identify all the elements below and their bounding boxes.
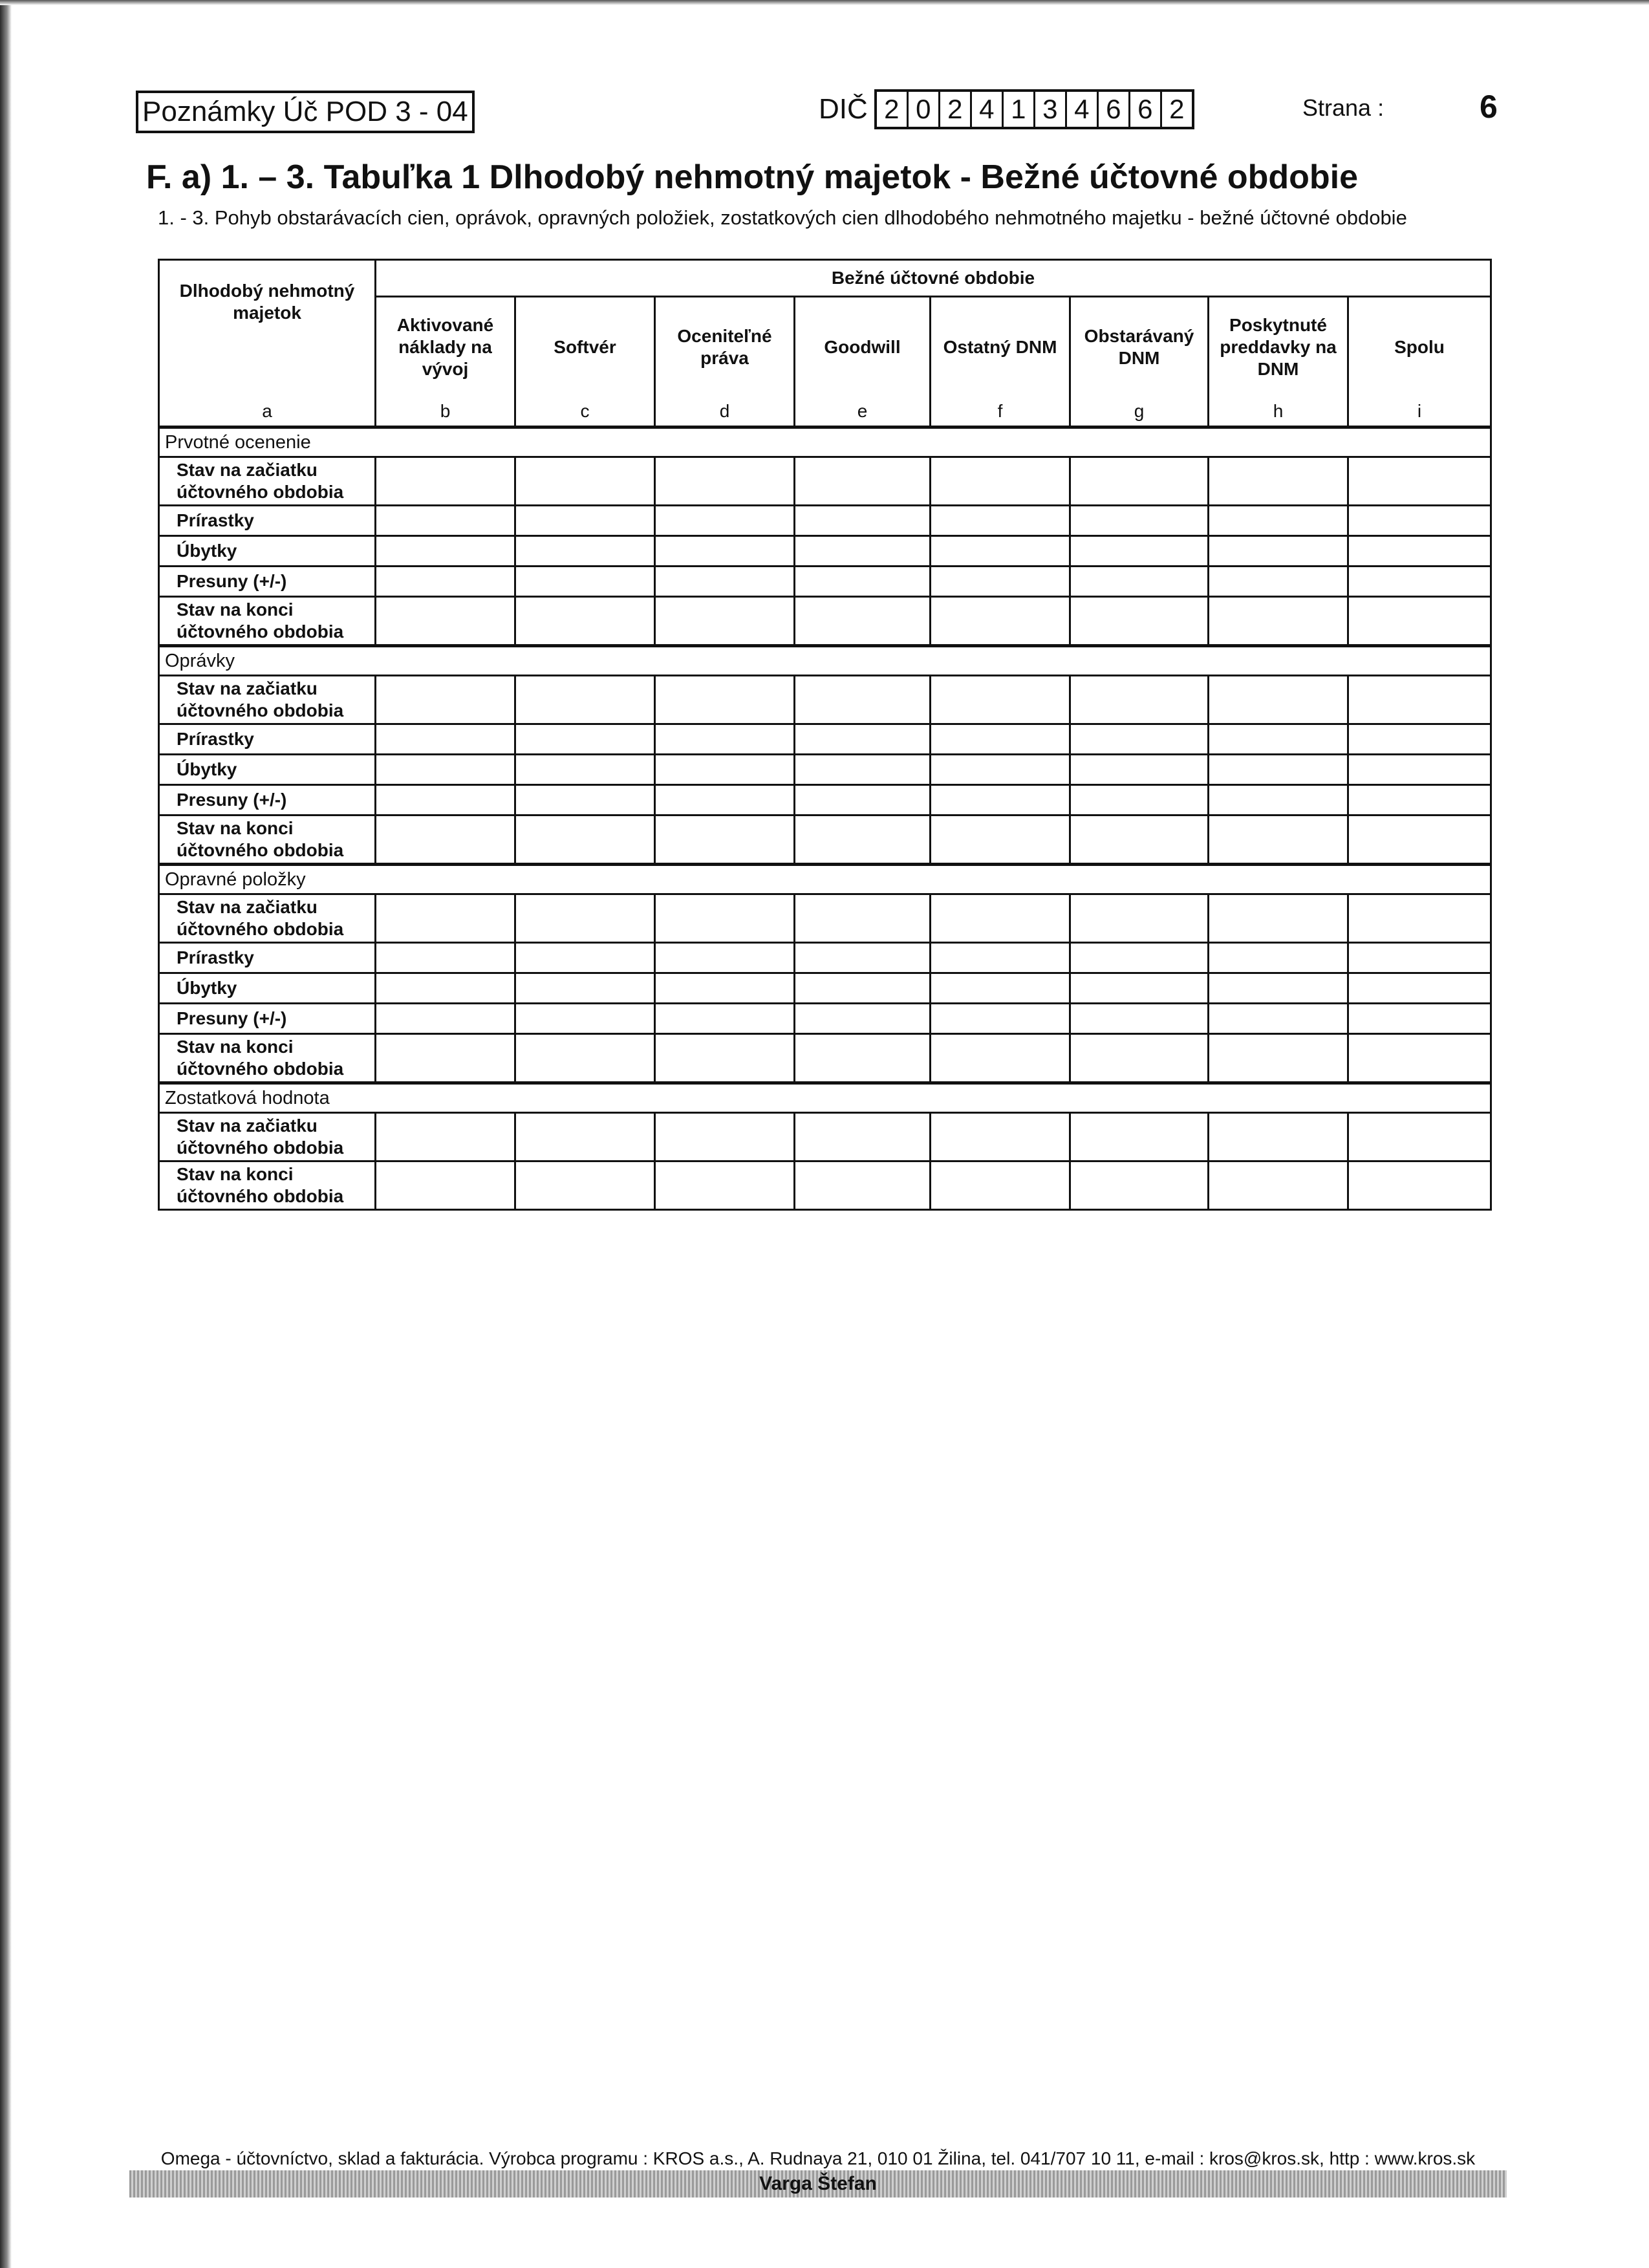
row-label: Stav na konci účtovného obdobia: [159, 1161, 376, 1210]
footer-software-line: Omega - účtovníctvo, sklad a fakturácia. Výrobca programu : KROS a.s., A. Rudnaya 21, 010 01 Žilina, tel. 041/707 10 11, e-mail : kros@kros.sk, http : www.kros.sk: [160, 2148, 1476, 2168]
empty-value-cell: [931, 943, 1070, 973]
empty-value-cell: [376, 1113, 515, 1161]
row-label: Úbytky: [159, 755, 376, 785]
table-row: [159, 815, 1491, 865]
empty-value-cell: [376, 1161, 515, 1210]
table-row: [159, 943, 1491, 973]
table-row: [159, 506, 1491, 536]
empty-value-cell: [1348, 894, 1491, 943]
empty-value-cell: [1070, 597, 1209, 646]
empty-value-cell: [1070, 973, 1209, 1004]
empty-value-cell: [931, 973, 1070, 1004]
tax-id-digit: 4: [1067, 92, 1099, 127]
empty-value-cell: [376, 1004, 515, 1034]
column-header: Goodwill: [795, 297, 931, 398]
row-label: Stav na konci účtovného obdobia: [159, 815, 376, 865]
empty-value-cell: [795, 973, 931, 1004]
empty-value-cell: [1348, 457, 1491, 506]
section-row: [159, 865, 1491, 894]
column-letter: i: [1348, 397, 1491, 427]
empty-value-cell: [795, 1004, 931, 1034]
empty-value-cell: [795, 676, 931, 724]
empty-value-cell: [795, 567, 931, 597]
table-row: [159, 676, 1491, 724]
page-label: Strana :: [1302, 94, 1385, 121]
row-label: Stav na konci účtovného obdobia: [159, 597, 376, 646]
empty-value-cell: [1070, 1004, 1209, 1034]
table-row: [159, 1113, 1491, 1161]
empty-value-cell: [655, 676, 795, 724]
empty-value-cell: [1209, 973, 1348, 1004]
page-number: 6: [1480, 89, 1498, 125]
page-footer: [129, 2148, 1507, 2198]
table-row: [159, 1161, 1491, 1210]
section-title: Opravné položky: [159, 865, 1491, 894]
empty-value-cell: [655, 597, 795, 646]
empty-value-cell: [376, 785, 515, 815]
empty-value-cell: [931, 1034, 1070, 1083]
empty-value-cell: [1209, 536, 1348, 567]
empty-value-cell: [1209, 676, 1348, 724]
empty-value-cell: [1348, 943, 1491, 973]
empty-value-cell: [931, 815, 1070, 865]
empty-value-cell: [515, 1004, 655, 1034]
empty-value-cell: [1348, 1034, 1491, 1083]
empty-value-cell: [655, 724, 795, 755]
row-label: Stav na začiatku účtovného obdobia: [159, 1113, 376, 1161]
empty-value-cell: [795, 506, 931, 536]
page-title: F. a) 1. – 3. Tabuľka 1 Dlhodobý nehmotný majetok - Bežné účtovné obdobie: [146, 158, 1359, 196]
empty-value-cell: [795, 597, 931, 646]
empty-value-cell: [931, 894, 1070, 943]
table-row: [159, 785, 1491, 815]
column-letter: a: [159, 397, 376, 427]
empty-value-cell: [1348, 724, 1491, 755]
empty-value-cell: [1348, 785, 1491, 815]
empty-value-cell: [1348, 676, 1491, 724]
empty-value-cell: [1070, 894, 1209, 943]
empty-value-cell: [1348, 1161, 1491, 1210]
tax-id-label: DIČ: [819, 93, 868, 125]
empty-value-cell: [655, 506, 795, 536]
empty-value-cell: [376, 755, 515, 785]
empty-value-cell: [376, 894, 515, 943]
empty-value-cell: [376, 724, 515, 755]
empty-value-cell: [376, 815, 515, 865]
empty-value-cell: [1070, 1161, 1209, 1210]
section-row: [159, 646, 1491, 676]
empty-value-cell: [1209, 785, 1348, 815]
empty-value-cell: [931, 1161, 1070, 1210]
empty-value-cell: [1209, 597, 1348, 646]
empty-value-cell: [515, 597, 655, 646]
empty-value-cell: [515, 755, 655, 785]
section-row: [159, 1083, 1491, 1113]
empty-value-cell: [515, 943, 655, 973]
table-row: [159, 536, 1491, 567]
empty-value-cell: [376, 943, 515, 973]
table-row: [159, 1034, 1491, 1083]
table-row: [159, 894, 1491, 943]
empty-value-cell: [376, 457, 515, 506]
section-row: [159, 427, 1491, 457]
empty-value-cell: [515, 785, 655, 815]
empty-value-cell: [1209, 1004, 1348, 1034]
empty-value-cell: [1348, 755, 1491, 785]
tax-id-digit: 2: [1169, 94, 1185, 124]
empty-value-cell: [931, 567, 1070, 597]
column-letter: f: [931, 397, 1070, 427]
empty-value-cell: [515, 1161, 655, 1210]
table-row: [159, 973, 1491, 1004]
empty-value-cell: [795, 536, 931, 567]
empty-value-cell: [1070, 506, 1209, 536]
row-label: Stav na začiatku účtovného obdobia: [159, 676, 376, 724]
empty-value-cell: [515, 973, 655, 1004]
empty-value-cell: [795, 785, 931, 815]
empty-value-cell: [1070, 676, 1209, 724]
empty-value-cell: [1348, 815, 1491, 865]
empty-value-cell: [1070, 1113, 1209, 1161]
tax-id-digit: 2: [940, 92, 972, 127]
empty-value-cell: [931, 536, 1070, 567]
column-header: Spolu: [1348, 297, 1491, 398]
empty-value-cell: [1070, 457, 1209, 506]
empty-value-cell: [795, 724, 931, 755]
column-letter: e: [795, 397, 931, 427]
empty-value-cell: [931, 676, 1070, 724]
empty-value-cell: [515, 894, 655, 943]
empty-value-cell: [515, 724, 655, 755]
section-title: Oprávky: [159, 646, 1491, 676]
column-letter: d: [655, 397, 795, 427]
empty-value-cell: [655, 536, 795, 567]
footer-name: Varga Štefan: [129, 2170, 1507, 2198]
empty-value-cell: [1070, 755, 1209, 785]
empty-value-cell: [1348, 597, 1491, 646]
empty-value-cell: [1209, 567, 1348, 597]
empty-value-cell: [515, 506, 655, 536]
empty-value-cell: [795, 1034, 931, 1083]
empty-value-cell: [376, 597, 515, 646]
empty-value-cell: [1070, 943, 1209, 973]
section-title: Zostatková hodnota: [159, 1083, 1491, 1113]
empty-value-cell: [376, 1034, 515, 1083]
tax-id-digit-boxes: [874, 89, 1194, 129]
empty-value-cell: [1070, 567, 1209, 597]
empty-value-cell: [1070, 536, 1209, 567]
empty-value-cell: [1348, 567, 1491, 597]
column-letter: h: [1209, 397, 1348, 427]
page-subtitle: 1. - 3. Pohyb obstarávacích cien, oprávok, opravných položiek, zostatkových cien dlhodobého nehmotného majetku - bežné účtovné obdobie: [158, 206, 1407, 229]
empty-value-cell: [1348, 1004, 1491, 1034]
empty-value-cell: [1348, 506, 1491, 536]
empty-value-cell: [931, 785, 1070, 815]
empty-value-cell: [931, 1113, 1070, 1161]
row-label: Stav na začiatku účtovného obdobia: [159, 894, 376, 943]
empty-value-cell: [655, 894, 795, 943]
empty-value-cell: [795, 457, 931, 506]
empty-value-cell: [376, 567, 515, 597]
tax-id-digit: 1: [1004, 92, 1035, 127]
scan-page-edge: [0, 0, 12, 2268]
empty-value-cell: [515, 567, 655, 597]
table-row: [159, 567, 1491, 597]
table-row: [159, 755, 1491, 785]
column-letter: g: [1070, 397, 1209, 427]
table-row: [159, 724, 1491, 755]
column-letter: b: [376, 397, 515, 427]
empty-value-cell: [931, 597, 1070, 646]
row-label: Stav na začiatku účtovného obdobia: [159, 457, 376, 506]
table-row: [159, 597, 1491, 646]
tax-id-digit: 6: [1099, 92, 1130, 127]
header-row-period: [159, 260, 1491, 297]
row-label: Úbytky: [159, 536, 376, 567]
empty-value-cell: [1209, 1161, 1348, 1210]
empty-value-cell: [1209, 815, 1348, 865]
empty-value-cell: [376, 506, 515, 536]
empty-value-cell: [655, 943, 795, 973]
tax-id-field: [819, 91, 1194, 128]
empty-value-cell: [931, 506, 1070, 536]
empty-value-cell: [1209, 943, 1348, 973]
empty-value-cell: [1209, 1113, 1348, 1161]
row-header-cell: Dlhodobý nehmotný majetok: [159, 260, 376, 398]
empty-value-cell: [795, 943, 931, 973]
empty-value-cell: [1209, 724, 1348, 755]
empty-value-cell: [795, 894, 931, 943]
column-header: Obstarávaný DNM: [1070, 297, 1209, 398]
empty-value-cell: [515, 536, 655, 567]
empty-value-cell: [1209, 755, 1348, 785]
form-code-box: Poznámky Úč POD 3 - 04: [136, 91, 475, 133]
empty-value-cell: [1348, 536, 1491, 567]
empty-value-cell: [1348, 973, 1491, 1004]
row-label: Presuny (+/-): [159, 567, 376, 597]
empty-value-cell: [655, 1004, 795, 1034]
empty-value-cell: [655, 973, 795, 1004]
empty-value-cell: [655, 815, 795, 865]
empty-value-cell: [1070, 724, 1209, 755]
empty-value-cell: [1348, 1113, 1491, 1161]
empty-value-cell: [1209, 1034, 1348, 1083]
empty-value-cell: [655, 1034, 795, 1083]
row-label: Prírastky: [159, 506, 376, 536]
empty-value-cell: [931, 1004, 1070, 1034]
intangible-assets-table: [158, 259, 1492, 1211]
empty-value-cell: [655, 457, 795, 506]
empty-value-cell: [1209, 506, 1348, 536]
scan-top-edge: [0, 0, 1649, 5]
empty-value-cell: [515, 676, 655, 724]
empty-value-cell: [376, 676, 515, 724]
row-label: Stav na konci účtovného obdobia: [159, 1034, 376, 1083]
empty-value-cell: [795, 815, 931, 865]
column-letter: c: [515, 397, 655, 427]
empty-value-cell: [655, 1113, 795, 1161]
tax-id-digit: 2: [877, 92, 909, 127]
empty-value-cell: [376, 536, 515, 567]
tax-id-digit: 0: [909, 92, 940, 127]
empty-value-cell: [1070, 1034, 1209, 1083]
column-header: Poskytnuté preddavky na DNM: [1209, 297, 1348, 398]
column-header: Ostatný DNM: [931, 297, 1070, 398]
empty-value-cell: [655, 755, 795, 785]
tax-id-digit: 6: [1130, 92, 1162, 127]
empty-value-cell: [1070, 785, 1209, 815]
section-title: Prvotné ocenenie: [159, 427, 1491, 457]
empty-value-cell: [515, 815, 655, 865]
empty-value-cell: [655, 785, 795, 815]
header-row-letters: [159, 397, 1491, 427]
row-label: Úbytky: [159, 973, 376, 1004]
row-label: Presuny (+/-): [159, 785, 376, 815]
empty-value-cell: [1070, 815, 1209, 865]
column-header: Aktivované náklady na vývoj: [376, 297, 515, 398]
row-label: Prírastky: [159, 943, 376, 973]
empty-value-cell: [1209, 457, 1348, 506]
period-header: Bežné účtovné obdobie: [376, 260, 1491, 297]
row-label: Prírastky: [159, 724, 376, 755]
table-row: [159, 1004, 1491, 1034]
empty-value-cell: [795, 1113, 931, 1161]
empty-value-cell: [376, 973, 515, 1004]
empty-value-cell: [515, 1034, 655, 1083]
empty-value-cell: [1209, 894, 1348, 943]
empty-value-cell: [515, 1113, 655, 1161]
tax-id-digit: 4: [972, 92, 1004, 127]
empty-value-cell: [655, 1161, 795, 1210]
empty-value-cell: [931, 457, 1070, 506]
empty-value-cell: [515, 457, 655, 506]
row-label: Presuny (+/-): [159, 1004, 376, 1034]
empty-value-cell: [931, 724, 1070, 755]
table-row: [159, 457, 1491, 506]
empty-value-cell: [931, 755, 1070, 785]
empty-value-cell: [795, 755, 931, 785]
column-header: Oceniteľné práva: [655, 297, 795, 398]
empty-value-cell: [655, 567, 795, 597]
column-header: Softvér: [515, 297, 655, 398]
tax-id-digit: 3: [1035, 92, 1067, 127]
empty-value-cell: [795, 1161, 931, 1210]
